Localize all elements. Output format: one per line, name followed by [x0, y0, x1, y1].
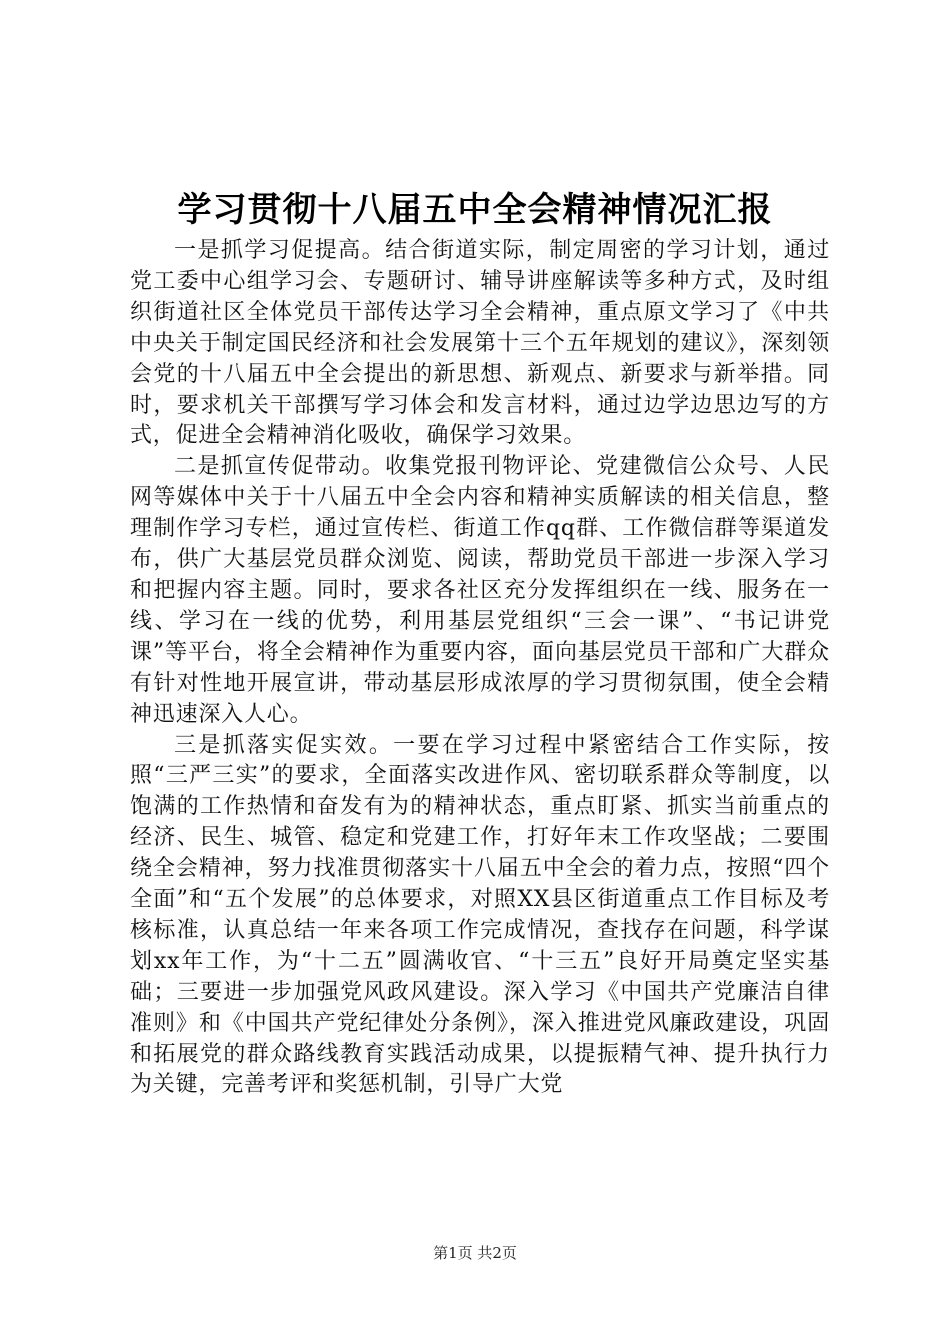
- paragraph-study: 一是抓学习促提高。结合街道实际，制定周密的学习计划，通过党工委中心组学习会、专题研讨、辅导讲座解读等多种方式，及时组织街道社区全体党员干部传达学习全会精神，重点原文学习了《中共中央关于制定国民经济和社会发展第十三个五年规划的建议》，深刻领会党的十八届五中全会提出的新思想、新观点、新要求与新举措。同时，要求机关干部撰写学习体会和发言材料，通过边学边思边写的方式，促进全会精神消化吸收，确保学习效果。: [130, 238, 830, 449]
- document-title: 学习贯彻十八届五中全会精神情况汇报: [177, 190, 773, 230]
- paragraph-publicity: 二是抓宣传促带动。收集党报刊物评论、党建微信公众号、人民网等媒体中关于十八届五中全会内容和精神实质解读的相关信息，整理制作学习专栏，通过宣传栏、街道工作qq群、工作微信群等渠道发布，供广大基层党员群众浏览、阅读，帮助党员干部进一步深入学习和把握内容主题。同时，要求各社区充分发挥组织在一线、服务在一线、学习在一线的优势，利用基层党组织“三会一课”、“书记讲党课”等平台，将全会精神作为重要内容，面向基层党员干部和广大群众有针对性地开展宣讲，带动基层形成浓厚的学习贯彻氛围，使全会精神迅速深入人心。: [130, 454, 830, 727]
- paragraph-implementation: 三是抓落实促实效。一要在学习过程中紧密结合工作实际，按照“三严三实”的要求，全面落实改进作风、密切联系群众等制度，以饱满的工作热情和奋发有为的精神状态，重点盯紧、抓实当前重点的经济、民生、城管、稳定和党建工作，打好年末工作攻坚战；二要围绕全会精神，努力找准贯彻落实十八届五中全会的着力点，按照“四个全面”和“五个发展”的总体要求，对照XX县区街道重点工作目标及考核标准，认真总结一年来各项工作完成情况，查找存在问题，科学谋划xx年工作，为“十二五”圆满收官、“十三五”良好开局奠定坚实基础；三要进一步加强党风政风建设。深入学习《中国共产党廉洁自律准则》和《中国共产党纪律处分条例》，深入推进党风廉政建设，巩固和拓展党的群众路线教育实践活动成果，以提振精气神、提升执行力为关键，完善考评和奖惩机制，引导广大党: [130, 732, 830, 1098]
- document-body: [130, 236, 830, 1101]
- page-number-footer: 第1页 共2页: [433, 1244, 517, 1262]
